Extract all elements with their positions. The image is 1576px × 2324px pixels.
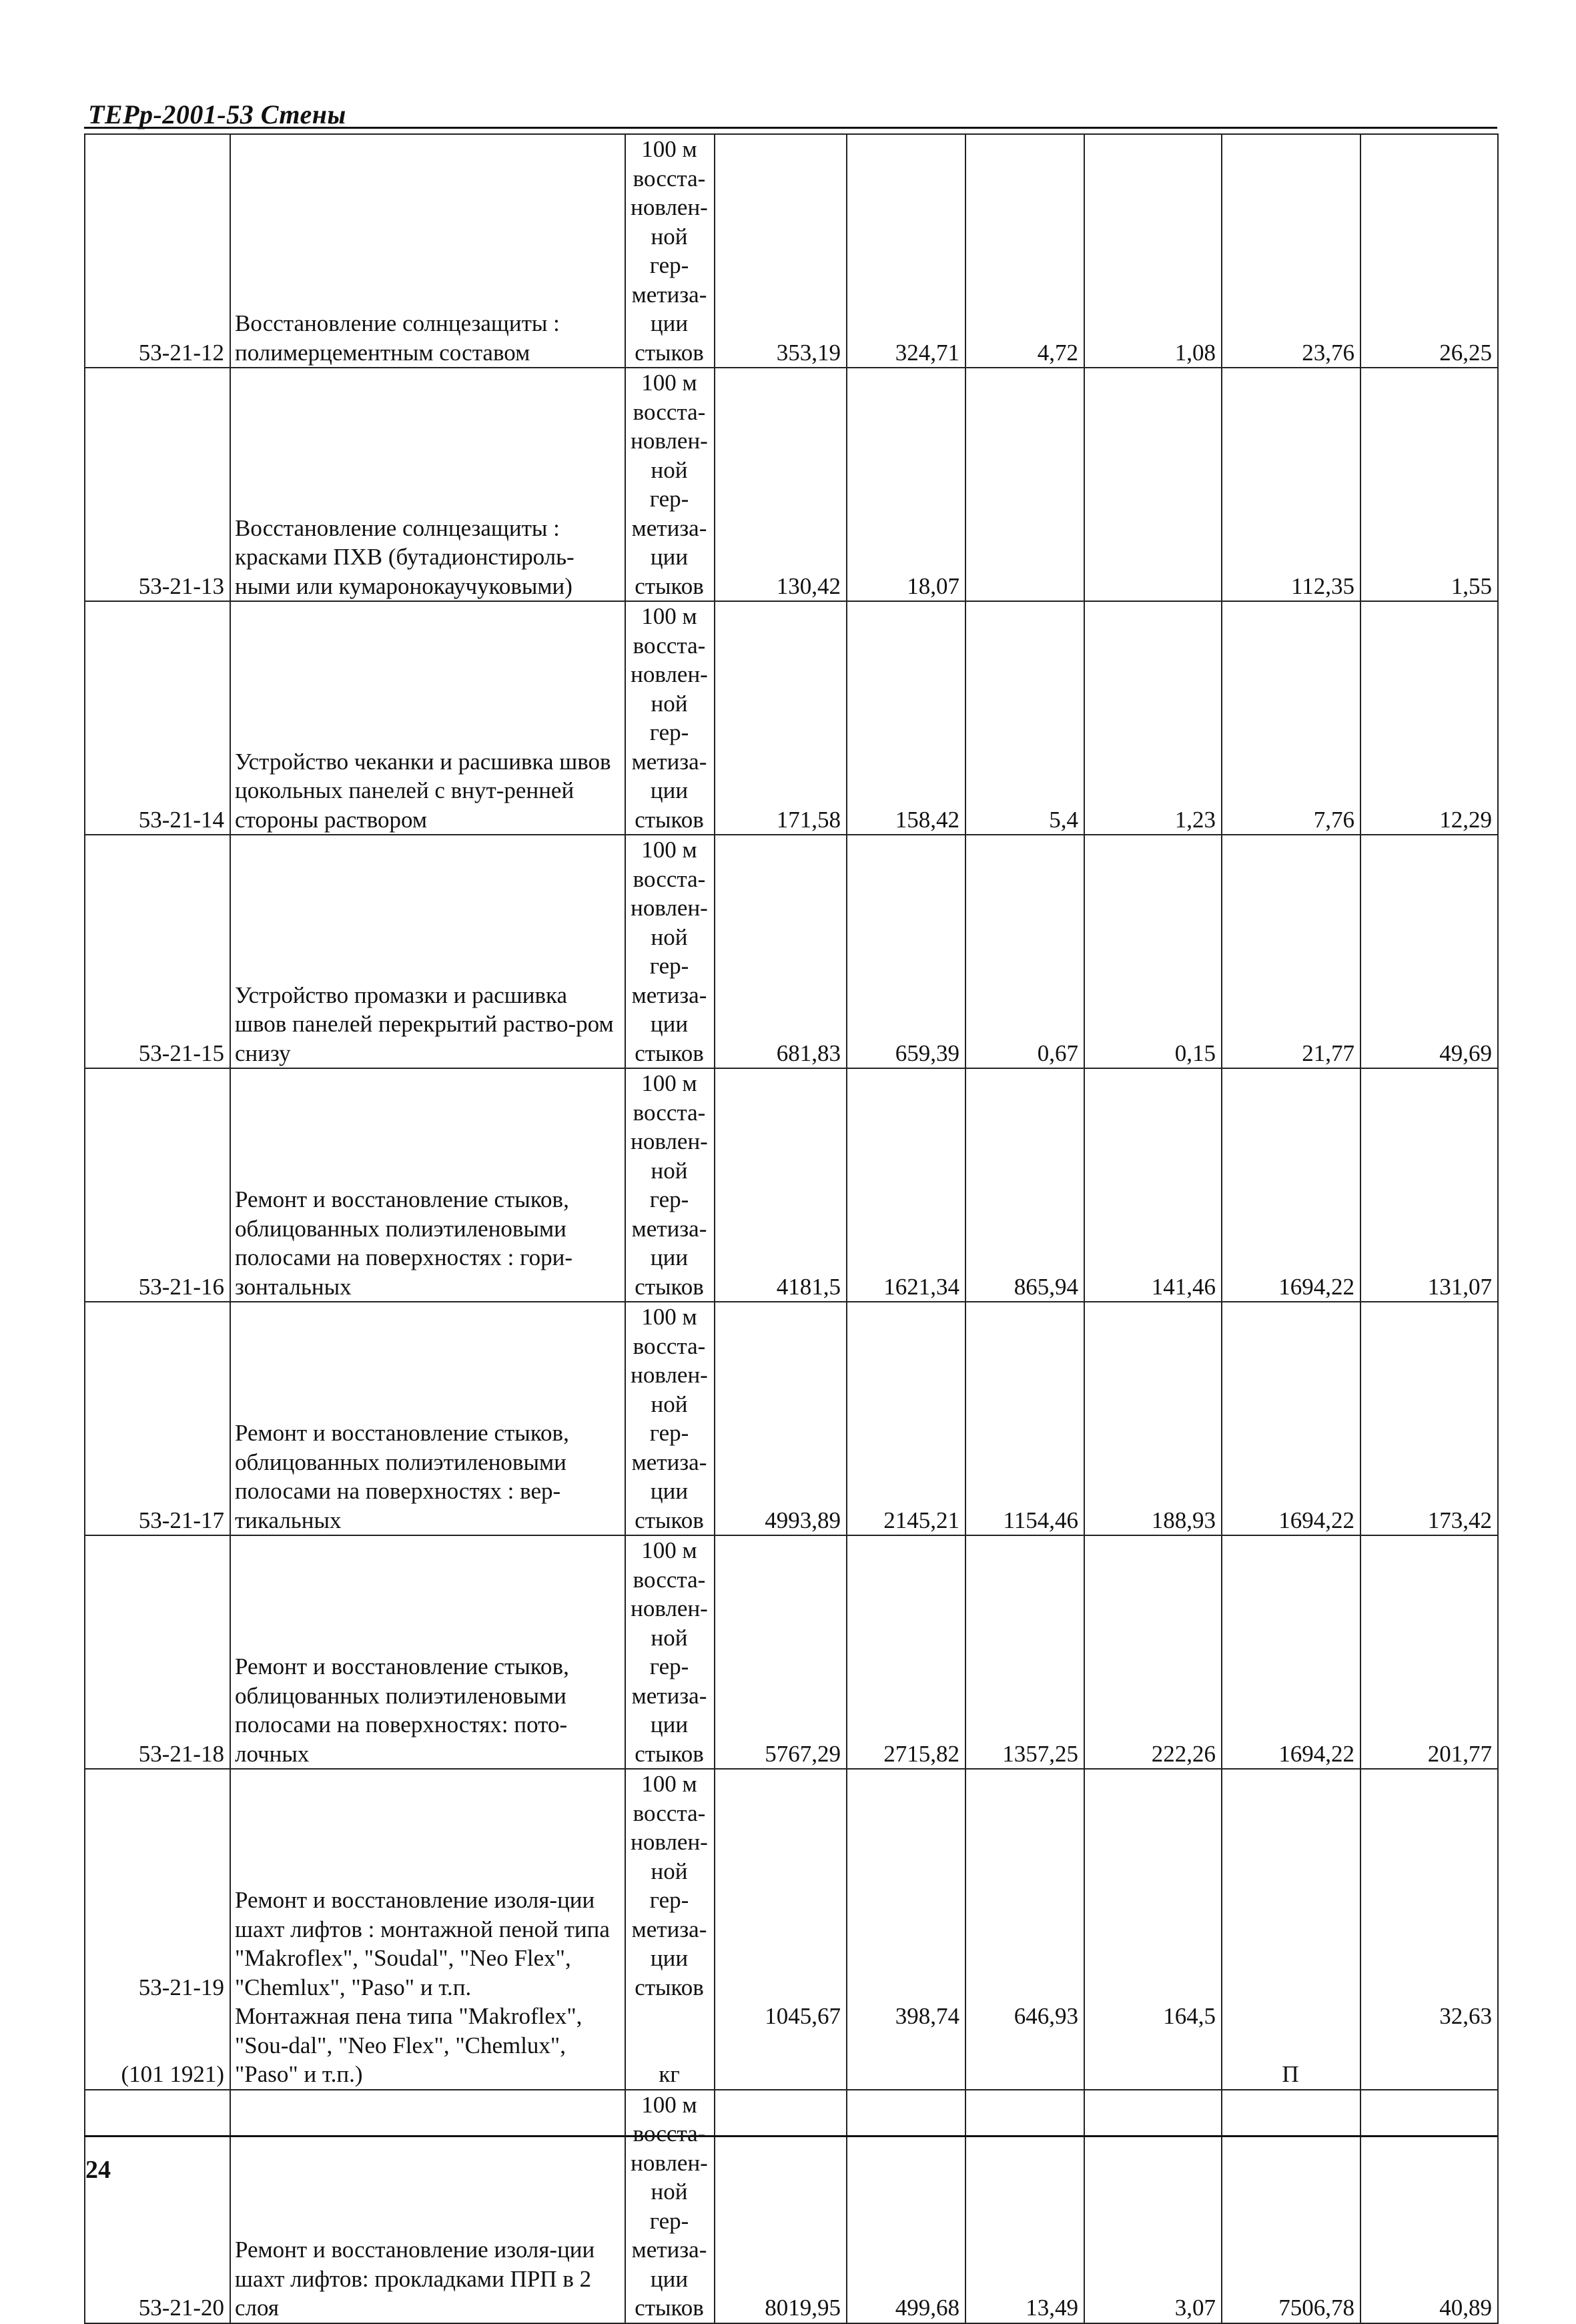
unit-line: новлен- (631, 428, 708, 454)
unit-line: метиза- (631, 281, 707, 308)
unit-line: метиза- (631, 2237, 707, 2263)
value: 646,93 (1014, 2003, 1078, 2029)
resource-code: (101 1921) (121, 2061, 224, 2087)
unit-cell (625, 1769, 715, 2090)
work-description: Восстановление солнцезащиты : полимерцементным составом (235, 310, 560, 366)
value: 188,93 (1151, 1507, 1216, 1533)
unit-line: ной гер- (649, 1624, 689, 1679)
value-cell-2 (847, 1769, 965, 2090)
value-cell-2 (847, 2090, 965, 2323)
header-rule (84, 127, 1497, 129)
value-cell-6 (1360, 134, 1498, 368)
table-row (85, 2090, 1498, 2323)
value: 3,07 (1174, 2295, 1216, 2321)
value-cell-6 (1360, 1769, 1498, 2090)
unit-cell (625, 1068, 715, 1302)
unit-line: ции (650, 1478, 689, 1504)
unit-line: новлен- (631, 895, 708, 921)
unit-line: новлен- (631, 1595, 708, 1621)
value: 659,39 (895, 1040, 959, 1066)
value: 141,46 (1151, 1273, 1216, 1300)
value-cell-5 (1222, 2090, 1360, 2323)
unit-line: метиза- (631, 982, 707, 1008)
value: 398,74 (895, 2003, 959, 2029)
unit-line: стыков (635, 1740, 704, 1767)
unit-line: стыков (635, 1974, 704, 2000)
value-cell-4 (1084, 1769, 1222, 2090)
table-row (85, 1302, 1498, 1535)
value-cell-3 (965, 134, 1084, 368)
value: 0,67 (1037, 1040, 1078, 1066)
value: 1694,22 (1278, 1273, 1354, 1300)
value-cell-3 (965, 1535, 1084, 1769)
unit-line: новлен- (631, 2149, 708, 2176)
value: 5,4 (1049, 806, 1078, 833)
value: 1,55 (1451, 572, 1492, 599)
unit-line: восста- (633, 398, 706, 425)
value-cell-1 (715, 1769, 847, 2090)
value-cell-1 (715, 601, 847, 835)
value: 1694,22 (1278, 1507, 1354, 1533)
value: 158,42 (895, 806, 959, 833)
unit-cell (625, 368, 715, 601)
value-cell-6 (1360, 368, 1498, 601)
unit-line: 100 м (641, 2091, 697, 2118)
unit-line: 100 м (641, 1537, 697, 1563)
rate-code: 53-21-16 (138, 1273, 224, 1300)
value: 865,94 (1014, 1273, 1078, 1300)
unit-line: стыков (635, 1040, 704, 1066)
value-cell-1 (715, 1068, 847, 1302)
unit-of-measure (630, 1536, 709, 1768)
value: 324,71 (895, 339, 959, 366)
rate-code-cell (85, 1302, 230, 1535)
value-cell-4 (1084, 134, 1222, 368)
unit-line: стыков (635, 572, 704, 599)
value: 1357,25 (1002, 1740, 1078, 1767)
table-row (85, 1535, 1498, 1769)
value: 18,07 (907, 572, 959, 599)
rate-code: 53-21-17 (138, 1507, 224, 1533)
unit-line: 100 м (641, 370, 697, 396)
value: 13,49 (1026, 2295, 1078, 2321)
rates-table (84, 133, 1499, 2324)
unit-line: ции (650, 2265, 689, 2292)
work-description-cell (230, 835, 625, 1068)
value: 173,42 (1427, 1507, 1492, 1533)
value-cell-2 (847, 1302, 965, 1535)
unit-line: 100 м (641, 1070, 697, 1096)
value-cell-6 (1360, 2090, 1498, 2323)
unit-line: метиза- (631, 748, 707, 775)
work-description: Ремонт и восстановление стыков, облицованных полиэтиленовыми полосами на поверхностях : вер-тикальных (235, 1420, 569, 1533)
value-cell-1 (715, 134, 847, 368)
table-row (85, 134, 1498, 368)
unit-line: стыков (635, 339, 704, 366)
value-cell-1 (715, 1302, 847, 1535)
unit-of-measure (630, 135, 709, 367)
page-number: 24 (85, 2156, 111, 2184)
value-cell-3 (965, 1769, 1084, 2090)
unit-line: ной гер- (649, 223, 689, 278)
value-cell-3 (965, 835, 1084, 1068)
unit-line: 100 м (641, 1304, 697, 1330)
value-cell-4 (1084, 2090, 1222, 2323)
rate-code-cell (85, 134, 230, 368)
value: 2145,21 (883, 1507, 959, 1533)
work-description-cell (230, 601, 625, 835)
value-cell-4 (1084, 1535, 1222, 1769)
value: 681,83 (776, 1040, 841, 1066)
value-cell-2 (847, 134, 965, 368)
work-description: Восстановление солнцезащиты : красками ПХВ (бутадионстироль-ными или кумаронокаучуковыми) (235, 514, 574, 599)
value-cell-5 (1222, 134, 1360, 368)
rate-code: 53-21-12 (138, 339, 224, 366)
value: 1,23 (1174, 806, 1216, 833)
value: 1154,46 (1003, 1507, 1078, 1533)
value-cell-3 (965, 2090, 1084, 2323)
value-cell-4 (1084, 1302, 1222, 1535)
value-cell-4 (1084, 835, 1222, 1068)
unit-line: метиза- (631, 1215, 707, 1242)
unit-line: метиза- (631, 1916, 707, 1942)
material-mark: П (1282, 2061, 1299, 2087)
work-description-cell (230, 134, 625, 368)
material-unit: кг (659, 2061, 680, 2087)
value: 4993,89 (765, 1507, 841, 1533)
work-description: Ремонт и восстановление стыков, облицованных полиэтиленовыми полосами на поверхностях : гори-зонтальных (235, 1186, 572, 1300)
value: 26,25 (1439, 339, 1492, 366)
work-description-cell (230, 1769, 625, 2090)
value-cell-5 (1222, 601, 1360, 835)
value-cell-2 (847, 1068, 965, 1302)
value-cell-6 (1360, 1068, 1498, 1302)
rate-code-cell (85, 1535, 230, 1769)
work-description: Ремонт и восстановление стыков, облицованных полиэтиленовыми полосами на поверхностях: пото-лочных (235, 1653, 569, 1767)
rate-code-cell (85, 835, 230, 1068)
unit-line: стыков (635, 1273, 704, 1300)
value: 130,42 (776, 572, 841, 599)
unit-line: восста- (633, 865, 706, 892)
value: 5767,29 (765, 1740, 841, 1767)
value: 7,76 (1313, 806, 1354, 833)
unit-of-measure (630, 2090, 709, 2323)
value: 201,77 (1427, 1740, 1492, 1767)
work-description-cell (230, 1068, 625, 1302)
unit-line: 100 м (641, 1771, 697, 1797)
work-description: Ремонт и восстановление изоля-ции шахт лифтов: прокладками ПРП в 2 слоя (235, 2237, 595, 2321)
value: 32,63 (1439, 2003, 1492, 2029)
unit-line: новлен- (631, 1362, 708, 1388)
value: 49,69 (1439, 1040, 1492, 1066)
unit-of-measure (630, 368, 709, 601)
unit-line: ции (650, 1711, 689, 1737)
value-cell-1 (715, 835, 847, 1068)
value-cell-4 (1084, 368, 1222, 601)
unit-line: восста- (633, 2120, 706, 2147)
unit-line: 100 м (641, 136, 697, 162)
unit-line: ции (650, 1945, 689, 1971)
value: 353,19 (776, 339, 841, 366)
value-cell-6 (1360, 1302, 1498, 1535)
value: 4,72 (1037, 339, 1078, 366)
unit-line: ции (650, 1011, 689, 1037)
work-description: Ремонт и восстановление изоля-ции шахт лифтов : монтажной пеной типа "Makroflex", "Soudal", "Neo Flex", "Chemlux", "Paso" и т.п. (235, 1887, 610, 2000)
value-cell-2 (847, 368, 965, 601)
value: 1045,67 (765, 2003, 841, 2029)
value: 1694,22 (1278, 1740, 1354, 1767)
value-cell-5 (1222, 1769, 1360, 2090)
table-row (85, 835, 1498, 1068)
work-description-cell (230, 1302, 625, 1535)
unit-line: восста- (633, 1566, 706, 1593)
rate-code: 53-21-13 (138, 572, 224, 599)
unit-cell (625, 835, 715, 1068)
unit-line: новлен- (631, 1128, 708, 1154)
document-header-title: ТЕРр-2001-53 Стены (88, 99, 346, 129)
unit-line: 100 м (641, 837, 697, 863)
value-cell-5 (1222, 1068, 1360, 1302)
value-cell-6 (1360, 1535, 1498, 1769)
work-description-cell (230, 2090, 625, 2323)
value: 4181,5 (776, 1273, 841, 1300)
value: 1,08 (1174, 339, 1216, 366)
rate-code-cell (85, 368, 230, 601)
value: 23,76 (1302, 339, 1354, 366)
work-description: Устройство промазки и расшивка швов панелей перекрытий раство-ром снизу (235, 982, 614, 1066)
unit-of-measure (630, 1770, 709, 2002)
work-description-cell (230, 368, 625, 601)
value: 171,58 (776, 806, 841, 833)
value: 2715,82 (883, 1740, 959, 1767)
unit-line: ной гер- (649, 1858, 689, 1913)
unit-line: стыков (635, 1507, 704, 1533)
unit-line: ции (650, 777, 689, 803)
unit-line: новлен- (631, 194, 708, 220)
value: 0,15 (1174, 1040, 1216, 1066)
unit-line: ной гер- (649, 456, 689, 512)
table-row (85, 368, 1498, 601)
table-row (85, 1068, 1498, 1302)
value: 131,07 (1427, 1273, 1492, 1300)
value: 8019,95 (765, 2295, 841, 2321)
value: 21,77 (1302, 1040, 1354, 1066)
unit-line: ной гер- (649, 1157, 689, 1212)
value-cell-1 (715, 1535, 847, 1769)
work-description: Устройство чеканки и расшивка швов цокольных панелей с внут-ренней стороны раствором (235, 748, 611, 833)
value: 1621,34 (883, 1273, 959, 1300)
unit-of-measure (630, 1069, 709, 1301)
value: 112,35 (1291, 572, 1354, 599)
value: 12,29 (1439, 806, 1492, 833)
unit-cell (625, 2090, 715, 2323)
unit-line: ции (650, 544, 689, 570)
unit-line: метиза- (631, 1682, 707, 1709)
rate-code-cell (85, 601, 230, 835)
value-cell-2 (847, 835, 965, 1068)
value-cell-4 (1084, 1068, 1222, 1302)
unit-line: ной гер- (649, 2179, 689, 2234)
value-cell-3 (965, 368, 1084, 601)
footer-rule (84, 2135, 1497, 2137)
value-cell-3 (965, 1068, 1084, 1302)
value: 222,26 (1151, 1740, 1216, 1767)
value-cell-6 (1360, 835, 1498, 1068)
value-cell-1 (715, 2090, 847, 2323)
unit-line: новлен- (631, 661, 708, 687)
value-cell-4 (1084, 601, 1222, 835)
rate-code-cell (85, 1769, 230, 2090)
rate-code: 53-21-19 (138, 1974, 224, 2000)
value-cell-1 (715, 368, 847, 601)
unit-line: восста- (633, 1800, 706, 1826)
value: 499,68 (895, 2295, 959, 2321)
unit-line: стыков (635, 806, 704, 833)
unit-line: восста- (633, 632, 706, 659)
unit-line: метиза- (631, 1449, 707, 1475)
unit-line: ной гер- (649, 923, 689, 979)
unit-line: новлен- (631, 1829, 708, 1855)
unit-line: ной гер- (649, 690, 689, 745)
unit-line: восста- (633, 165, 706, 191)
rate-code: 53-21-18 (138, 1740, 224, 1767)
unit-line: ции (650, 310, 689, 336)
rate-code-cell (85, 1068, 230, 1302)
unit-line: восста- (633, 1332, 706, 1359)
unit-line: восста- (633, 1099, 706, 1126)
material-description: Монтажная пена типа "Makroflex", "Sou-dal", "Neo Flex", "Chemlux", "Paso" и т.п.) (235, 2003, 582, 2087)
work-description-cell (230, 1535, 625, 1769)
unit-cell (625, 1535, 715, 1769)
table-row (85, 1769, 1498, 2090)
value-cell-3 (965, 1302, 1084, 1535)
rate-code: 53-21-14 (138, 806, 224, 833)
unit-line: ции (650, 1244, 689, 1270)
unit-line: 100 м (641, 603, 697, 629)
value: 40,89 (1439, 2295, 1492, 2321)
unit-line: метиза- (631, 514, 707, 541)
rate-code: 53-21-20 (138, 2295, 224, 2321)
value-cell-3 (965, 601, 1084, 835)
unit-of-measure (630, 1302, 709, 1535)
value: 7506,78 (1278, 2295, 1354, 2321)
unit-line: ной гер- (649, 1391, 689, 1446)
unit-line: стыков (635, 2295, 704, 2321)
value: 164,5 (1163, 2003, 1216, 2029)
value-cell-6 (1360, 601, 1498, 835)
rate-code: 53-21-15 (138, 1040, 224, 1066)
value-cell-2 (847, 601, 965, 835)
value-cell-2 (847, 1535, 965, 1769)
value-cell-5 (1222, 835, 1360, 1068)
rate-code-cell (85, 2090, 230, 2323)
unit-of-measure (630, 602, 709, 834)
value-cell-5 (1222, 1302, 1360, 1535)
table-row (85, 601, 1498, 835)
unit-cell (625, 134, 715, 368)
unit-cell (625, 601, 715, 835)
unit-cell (625, 1302, 715, 1535)
unit-of-measure (630, 835, 709, 1068)
value-cell-5 (1222, 1535, 1360, 1769)
value-cell-5 (1222, 368, 1360, 601)
